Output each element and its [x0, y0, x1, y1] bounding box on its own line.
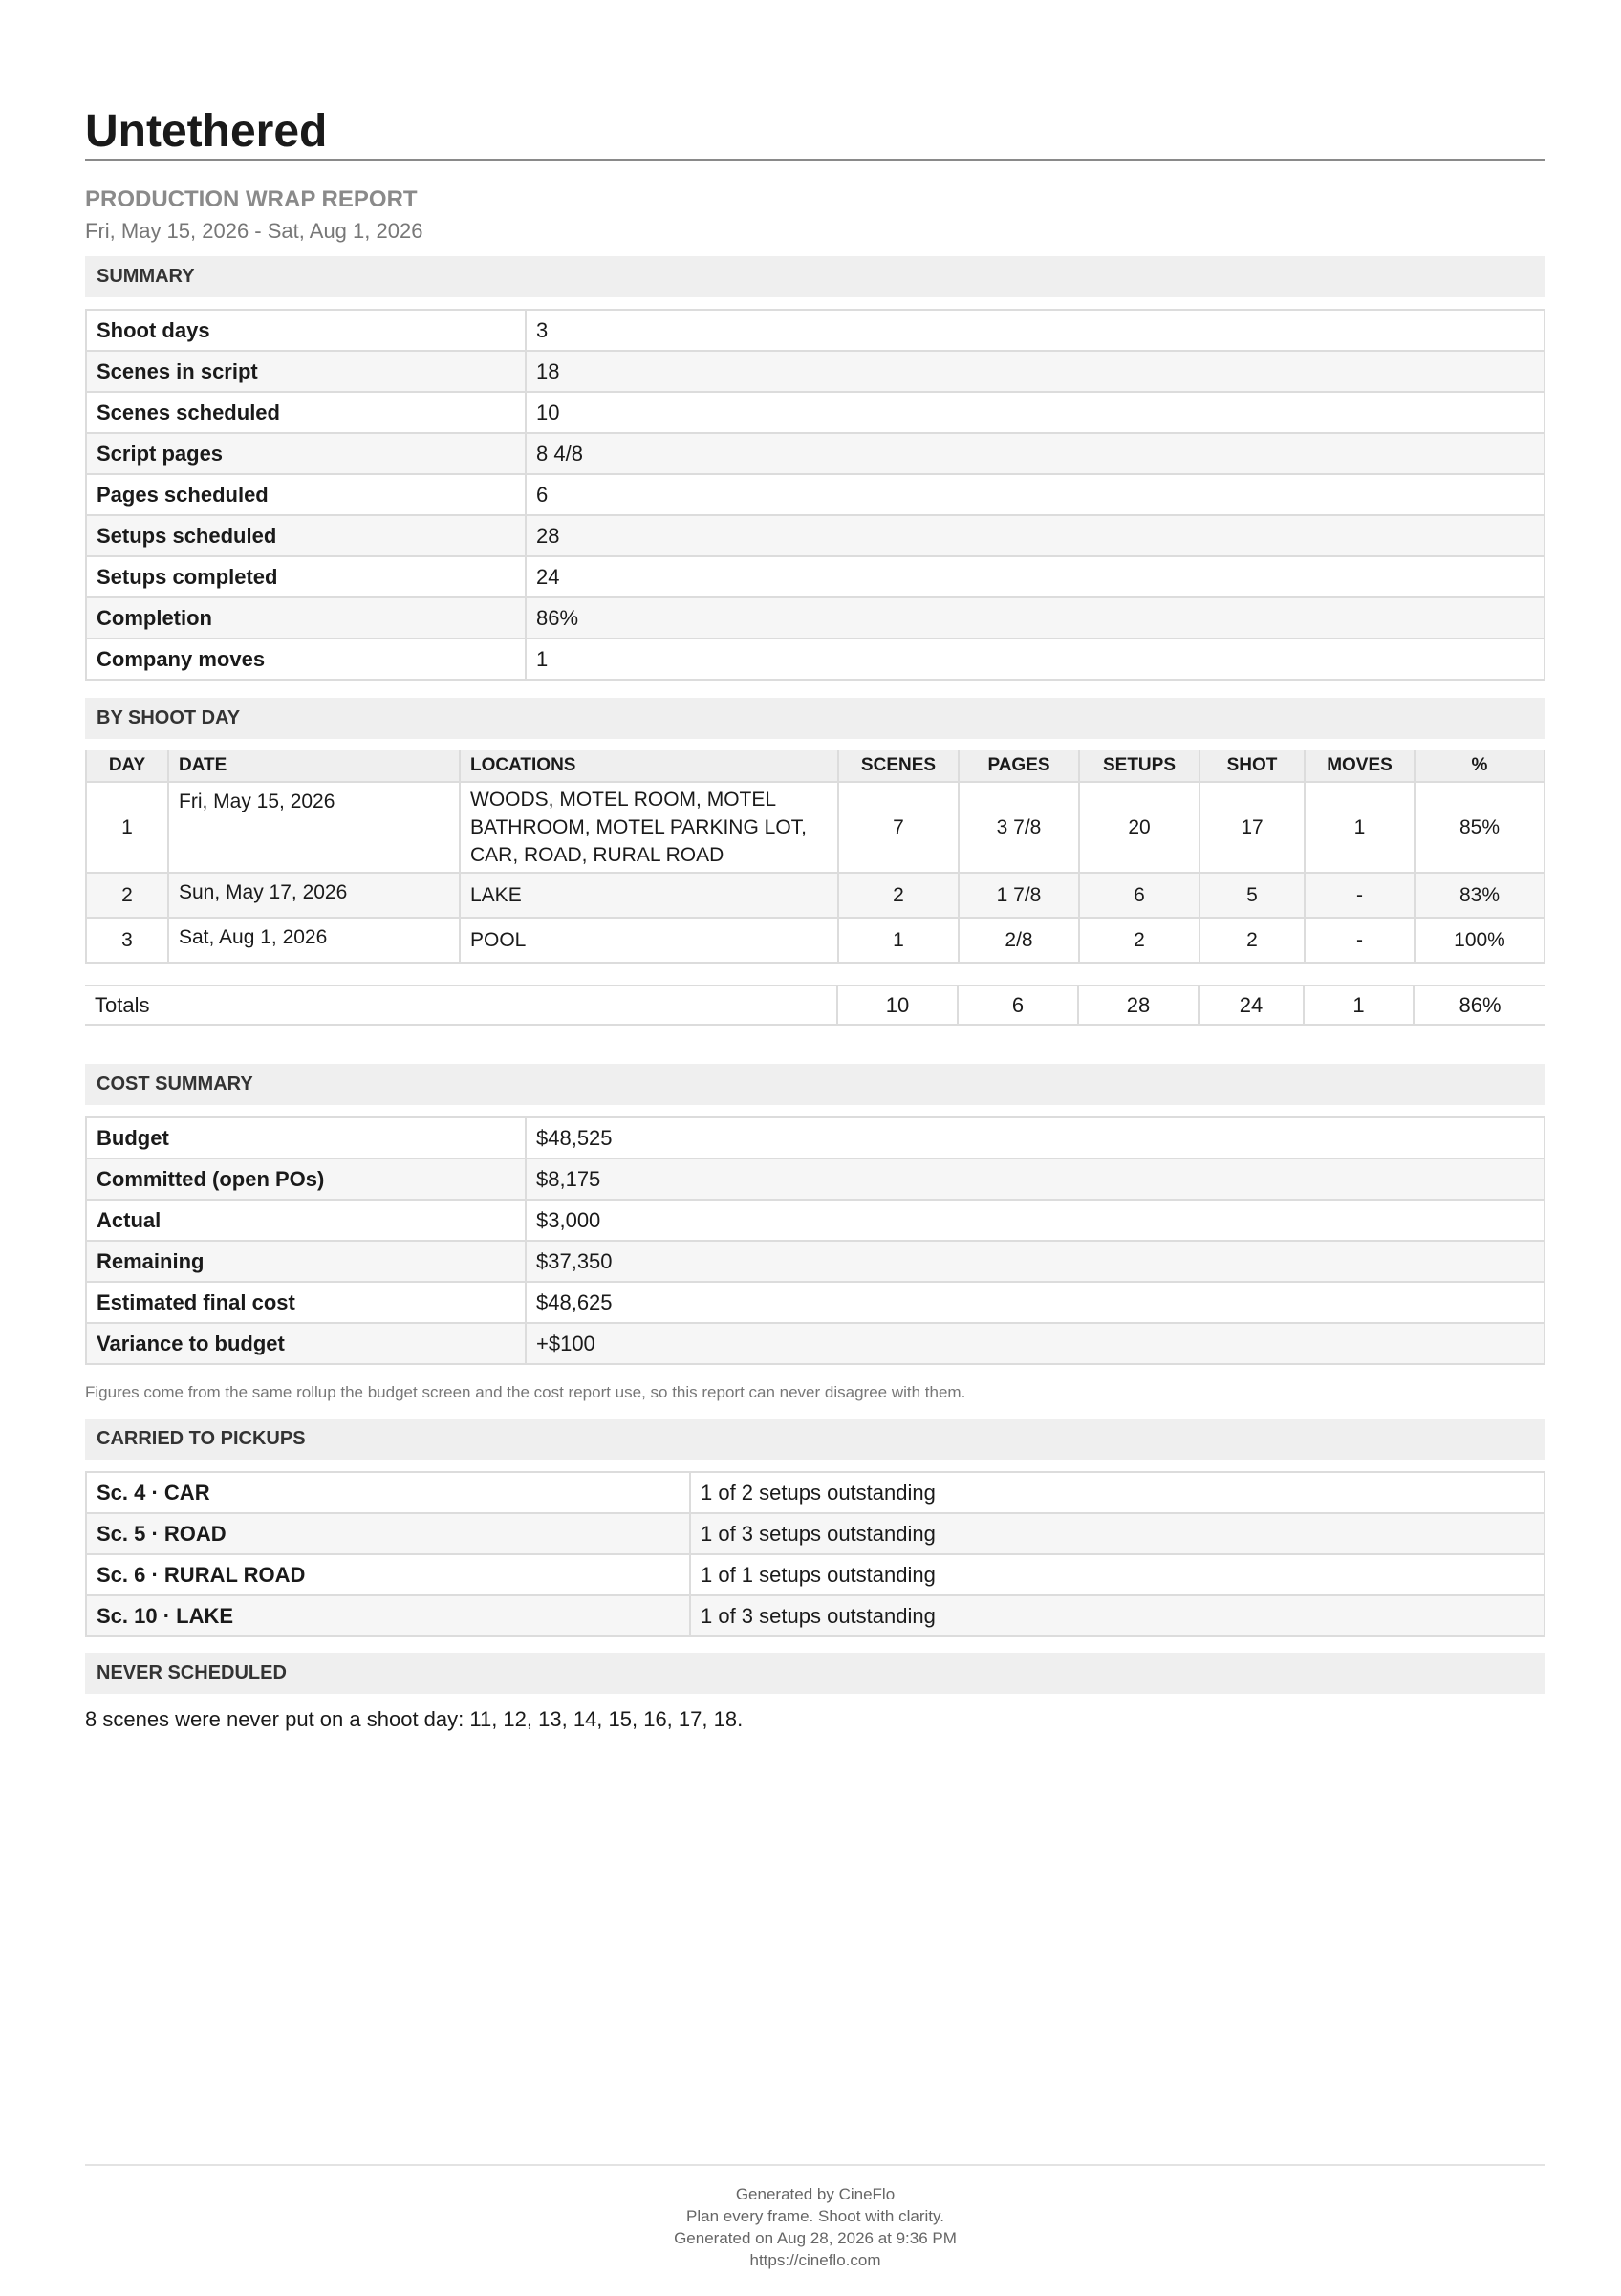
day-date: Sat, Aug 1, 2026 [168, 918, 460, 963]
cost-row-label: Variance to budget [86, 1323, 526, 1364]
day-pages: 3 7/8 [959, 782, 1079, 873]
col-pages: PAGES [959, 750, 1079, 782]
shoot-day-row [86, 873, 1545, 918]
col-date: DATE [168, 750, 460, 782]
footer-generated-on: Generated on Aug 28, 2026 at 9:36 PM [674, 2229, 957, 2247]
summary-row-label: Scenes scheduled [86, 392, 526, 433]
pickups-heading: CARRIED TO PICKUPS [85, 1419, 1545, 1460]
totals-label: Totals [85, 986, 837, 1025]
day-date: Sun, May 17, 2026 [168, 873, 460, 918]
pickup-row-value: 1 of 3 setups outstanding [690, 1513, 1545, 1554]
day-setups: 2 [1079, 918, 1200, 963]
summary-row-label: Scenes in script [86, 351, 526, 392]
summary-row-value: 24 [526, 556, 1545, 597]
cost-row [86, 1282, 1545, 1323]
summary-table [85, 309, 1545, 681]
day-pages: 2/8 [959, 918, 1079, 963]
day-locations: POOL [460, 918, 838, 963]
day-locations: LAKE [460, 873, 838, 918]
day-setups: 20 [1079, 782, 1200, 873]
footer-url[interactable]: https://cineflo.com [749, 2251, 881, 2269]
never-scheduled-heading: NEVER SCHEDULED [85, 1653, 1545, 1694]
pickup-row-value: 1 of 1 setups outstanding [690, 1554, 1545, 1595]
report-date-range: Fri, May 15, 2026 - Sat, Aug 1, 2026 [85, 219, 423, 243]
day-moves: - [1305, 873, 1415, 918]
summary-row-label: Completion [86, 597, 526, 639]
day-shot: 2 [1200, 918, 1305, 963]
cost-row [86, 1323, 1545, 1364]
day-date: Fri, May 15, 2026 [168, 782, 460, 873]
totals-setups: 28 [1078, 986, 1199, 1025]
col-setups: SETUPS [1079, 750, 1200, 782]
col-shot: SHOT [1200, 750, 1305, 782]
summary-row-label: Shoot days [86, 310, 526, 351]
summary-row-value: 18 [526, 351, 1545, 392]
day-shot: 5 [1200, 873, 1305, 918]
cost-row-value: $8,175 [526, 1159, 1545, 1200]
cost-note: Figures come from the same rollup the budget screen and the cost report use, so this report can never disagree with them. [85, 1383, 966, 1401]
day-scenes: 7 [838, 782, 959, 873]
col-moves: MOVES [1305, 750, 1415, 782]
col-scenes: SCENES [838, 750, 959, 782]
summary-row [86, 556, 1545, 597]
cost-row-label: Estimated final cost [86, 1282, 526, 1323]
summary-row [86, 515, 1545, 556]
day-pages: 1 7/8 [959, 873, 1079, 918]
summary-row-label: Setups scheduled [86, 515, 526, 556]
day-percent: 83% [1415, 873, 1545, 918]
footer-tagline: Plan every frame. Shoot with clarity. [686, 2207, 944, 2225]
shoot-day-row [86, 918, 1545, 963]
summary-row [86, 597, 1545, 639]
day-moves: 1 [1305, 782, 1415, 873]
cost-row [86, 1200, 1545, 1241]
cost-row-label: Remaining [86, 1241, 526, 1282]
pickup-row [86, 1513, 1545, 1554]
day-percent: 100% [1415, 918, 1545, 963]
summary-heading: SUMMARY [85, 256, 1545, 297]
summary-row [86, 639, 1545, 680]
cost-row [86, 1241, 1545, 1282]
report-page [85, 105, 1545, 1732]
pickup-row-label: Sc. 5 · ROAD [86, 1513, 690, 1554]
pickup-row [86, 1595, 1545, 1636]
cost-summary-table [85, 1116, 1545, 1365]
pickup-row-label: Sc. 10 · LAKE [86, 1595, 690, 1636]
shoot-day-totals [85, 985, 1545, 1026]
pickup-row-label: Sc. 6 · RURAL ROAD [86, 1554, 690, 1595]
pickup-row [86, 1554, 1545, 1595]
cost-row-label: Budget [86, 1117, 526, 1159]
day-number: 3 [86, 918, 168, 963]
summary-row [86, 474, 1545, 515]
day-number: 1 [86, 782, 168, 873]
totals-shot: 24 [1199, 986, 1304, 1025]
pickup-row-value: 1 of 3 setups outstanding [690, 1595, 1545, 1636]
summary-row [86, 392, 1545, 433]
summary-row-value: 6 [526, 474, 1545, 515]
totals-percent: 86% [1414, 986, 1545, 1025]
day-scenes: 1 [838, 918, 959, 963]
day-number: 2 [86, 873, 168, 918]
totals-moves: 1 [1304, 986, 1414, 1025]
shoot-day-header-row [86, 750, 1545, 782]
totals-row [85, 986, 1545, 1025]
cost-row-value: $37,350 [526, 1241, 1545, 1282]
totals-scenes: 10 [837, 986, 958, 1025]
summary-row-label: Setups completed [86, 556, 526, 597]
shoot-day-row [86, 782, 1545, 873]
summary-row-value: 8 4/8 [526, 433, 1545, 474]
summary-row [86, 433, 1545, 474]
report-title: Untethered [85, 105, 1545, 161]
day-shot: 17 [1200, 782, 1305, 873]
cost-row-value: $48,625 [526, 1282, 1545, 1323]
summary-row-label: Script pages [86, 433, 526, 474]
day-locations: WOODS, MOTEL ROOM, MOTEL BATHROOM, MOTEL PARKING LOT, CAR, ROAD, RURAL ROAD [460, 782, 838, 873]
summary-row-label: Pages scheduled [86, 474, 526, 515]
summary-row [86, 351, 1545, 392]
cost-row-value: $3,000 [526, 1200, 1545, 1241]
col-percent: % [1415, 750, 1545, 782]
cost-row-value: $48,525 [526, 1117, 1545, 1159]
summary-row-value: 10 [526, 392, 1545, 433]
never-scheduled-text: 8 scenes were never put on a shoot day: 11, 12, 13, 14, 15, 16, 17, 18. [85, 1707, 744, 1731]
by-shoot-day-heading: BY SHOOT DAY [85, 698, 1545, 739]
summary-row-value: 1 [526, 639, 1545, 680]
summary-row-value: 86% [526, 597, 1545, 639]
pickup-row-label: Sc. 4 · CAR [86, 1472, 690, 1513]
pickups-table [85, 1471, 1545, 1637]
cost-row-label: Committed (open POs) [86, 1159, 526, 1200]
col-day: DAY [86, 750, 168, 782]
cost-summary-heading: COST SUMMARY [85, 1064, 1545, 1105]
day-percent: 85% [1415, 782, 1545, 873]
summary-row-value: 3 [526, 310, 1545, 351]
col-locations: LOCATIONS [460, 750, 838, 782]
summary-row-value: 28 [526, 515, 1545, 556]
summary-row-label: Company moves [86, 639, 526, 680]
day-scenes: 2 [838, 873, 959, 918]
cost-row [86, 1117, 1545, 1159]
report-subtitle: PRODUCTION WRAP REPORT [85, 186, 418, 212]
footer-generated-by: Generated by CineFlo [735, 2185, 896, 2203]
pickup-row [86, 1472, 1545, 1513]
pickup-row-value: 1 of 2 setups outstanding [690, 1472, 1545, 1513]
cost-row-value: +$100 [526, 1323, 1545, 1364]
summary-row [86, 310, 1545, 351]
day-moves: - [1305, 918, 1415, 963]
day-setups: 6 [1079, 873, 1200, 918]
page-footer [85, 2164, 1545, 2271]
cost-row-label: Actual [86, 1200, 526, 1241]
totals-pages: 6 [958, 986, 1078, 1025]
cost-row [86, 1159, 1545, 1200]
shoot-day-table [85, 750, 1545, 964]
